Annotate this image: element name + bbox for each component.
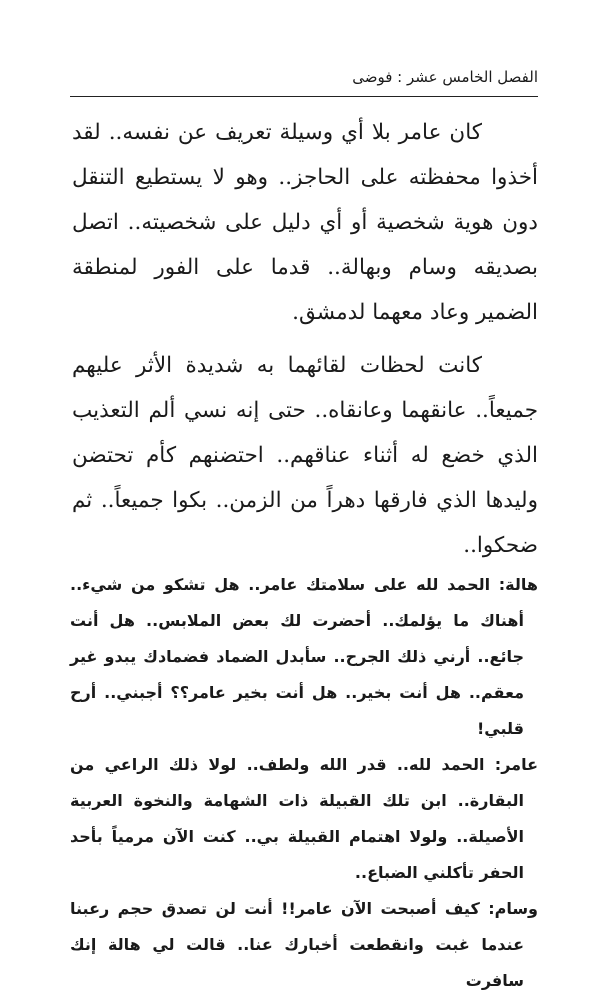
narrative-body (72, 110, 538, 568)
dialogue-line-hala: هالة: الحمد لله على سلامتك عامر.. هل تشكو من شيء.. أهناك ما يؤلمك.. أحضرت لك بعض الملابس.. هل أنت جائع.. أرني ذلك الجرح.. سأبدل الضماد فضمادك يبدو غير معقم.. هل أنت بخير.. هل أنت بخير عامر؟؟ أجبني.. أرح قلبي! (70, 575, 538, 738)
dialogue-section (70, 567, 538, 999)
narrative-paragraph: كانت لحظات لقائهما به شديدة الأثر عليهم جميعاً.. عانقهما وعانقاه.. حتى إنه نسي ألم التعذيب الذي خضع له أثناء عناقهم.. احتضنهم كأم تحتضن وليدها الذي فارقها دهراً من الزمن.. بكوا جميعاً.. ثم ضحكوا.. (72, 353, 538, 558)
chapter-title: الفصل الخامس عشر : فوضى (352, 68, 538, 86)
narrative-paragraph: كان عامر بلا أي وسيلة تعريف عن نفسه.. لقد أخذوا محفظته على الحاجز.. وهو لا يستطيع التنقل دون هوية شخصية أو أي دليل على شخصيته.. اتصل بصديقه وسام وبهالة.. قدما على الفور لمنطقة الضمير وعاد معهما لدمشق. (72, 120, 538, 325)
dialogue-line-wisam: وسام: كيف أصبحت الآن عامر!! أنت لن تصدق حجم رعبنا عندما غبت وانقطعت أخبارك عنا.. قالت لي هالة إنك سافرت (70, 899, 538, 990)
dialogue-line-amer: عامر: الحمد لله.. قدر الله ولطف.. لولا ذلك الراعي من البقارة.. ابن تلك القبيلة ذات الشهامة والنخوة العربية الأصيلة.. ولولا اهتمام القبيلة بي.. كنت الآن مرمياً بأحد الحفر تأكلني الضباع.. (70, 755, 538, 882)
running-header (70, 58, 538, 97)
